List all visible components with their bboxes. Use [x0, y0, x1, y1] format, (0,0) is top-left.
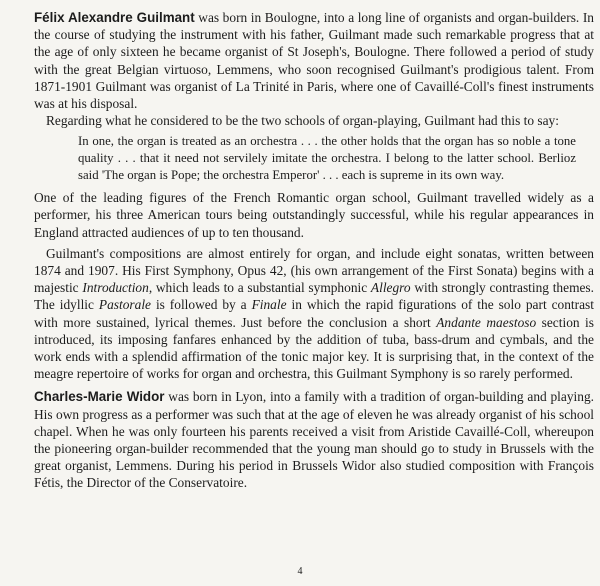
text-run: with strongly contrasting themes. The idyllic: [34, 280, 594, 313]
movement-title: Andante maestoso: [436, 314, 537, 330]
career-paragraph: One of the leading figures of the French Romantic organ school, Guilmant travelled widely as a performer, his three American tours being outstandingly successful, while his regular appearances in England attracted audiences of up to ten thousand.: [34, 190, 594, 240]
movement-title: Pastorale: [98, 297, 151, 313]
compositions-paragraph: [34, 245, 594, 383]
movement-title: Introduction: [82, 280, 149, 296]
page-number: 4: [297, 566, 303, 577]
movement-title: Finale: [251, 297, 287, 313]
guilmant-name: Félix Alexandre Guilmant: [34, 10, 195, 25]
schools-intro-paragraph: Regarding what he considered to be the two schools of organ-playing, Guilmant had this to say:: [46, 113, 559, 129]
text-run: is followed by a: [151, 297, 252, 313]
guilmant-bio-text: was born in Boulogne, into a long line of organists and organ-builders. In the course of studying the instrument with his father, Guilmant made such remarkable progress that at the age of only sixteen he became organist of St Joseph's, Boulogne. There followed a period of study with the great Belgian virtuoso, Lemmens, who soon recognised Guilmant's prodigious talent. From 1871-1901 Guilmant was organist of La Trinité in Paris, where one of Cavaillé-Coll's finest instruments was at his disposal.: [34, 10, 594, 112]
text-run: section is introduced, its imposing fanfares enhanced by the addition of tuba, bass-drum and cymbals, and the work ends with a splendid affirmation of the tonic major key. It is surprising that, in the context of the meagre repertoire of works for organ and orchestra, this Guilmant Symphony is so rarely performed.: [34, 314, 594, 382]
text-run: , which leads to a substantial symphonic: [148, 280, 371, 296]
widor-bio-text: was born in Lyon, into a family with a tradition of organ-building and playing. His own progress as a performer was such that at the age of eleven he was already organist of his school chapel. When he was only fourteen his parents received a visit from Aristide Cavaillé-Coll, whereupon the pioneering organ-builder recommended that the young man should go to study in Brussels with the great organist, Lemmens. During his period in Brussels Widor also studied composition with François Fétis, the Director of the Conservatoire.: [34, 389, 594, 491]
guilmant-paragraph: [34, 9, 594, 112]
widor-paragraph: [34, 388, 594, 491]
guilmant-quote: In one, the organ is treated as an orchestra . . . the other holds that the organ has so noble a tone quality . . . that it need not servilely imitate the orchestra. I belong to the latter school. Berlioz said 'The organ is Pope; the orchestra Emperor' . . . each is supreme in its own way.: [78, 134, 576, 182]
widor-name: Charles-Marie Widor: [34, 389, 165, 405]
body-text: [34, 9, 594, 492]
text-run: in which the rapid figurations of the solo part contrast with more sustained, lyrical themes. Just before the conclusion a short: [34, 297, 594, 330]
text-run: Guilmant's compositions are almost entirely for organ, and include eight sonatas, written between 1874 and 1907. His First Symphony, Opus 42, (his own arrangement of the First Sonata) begins with a majestic: [34, 245, 594, 296]
movement-title: Allegro: [370, 280, 411, 296]
